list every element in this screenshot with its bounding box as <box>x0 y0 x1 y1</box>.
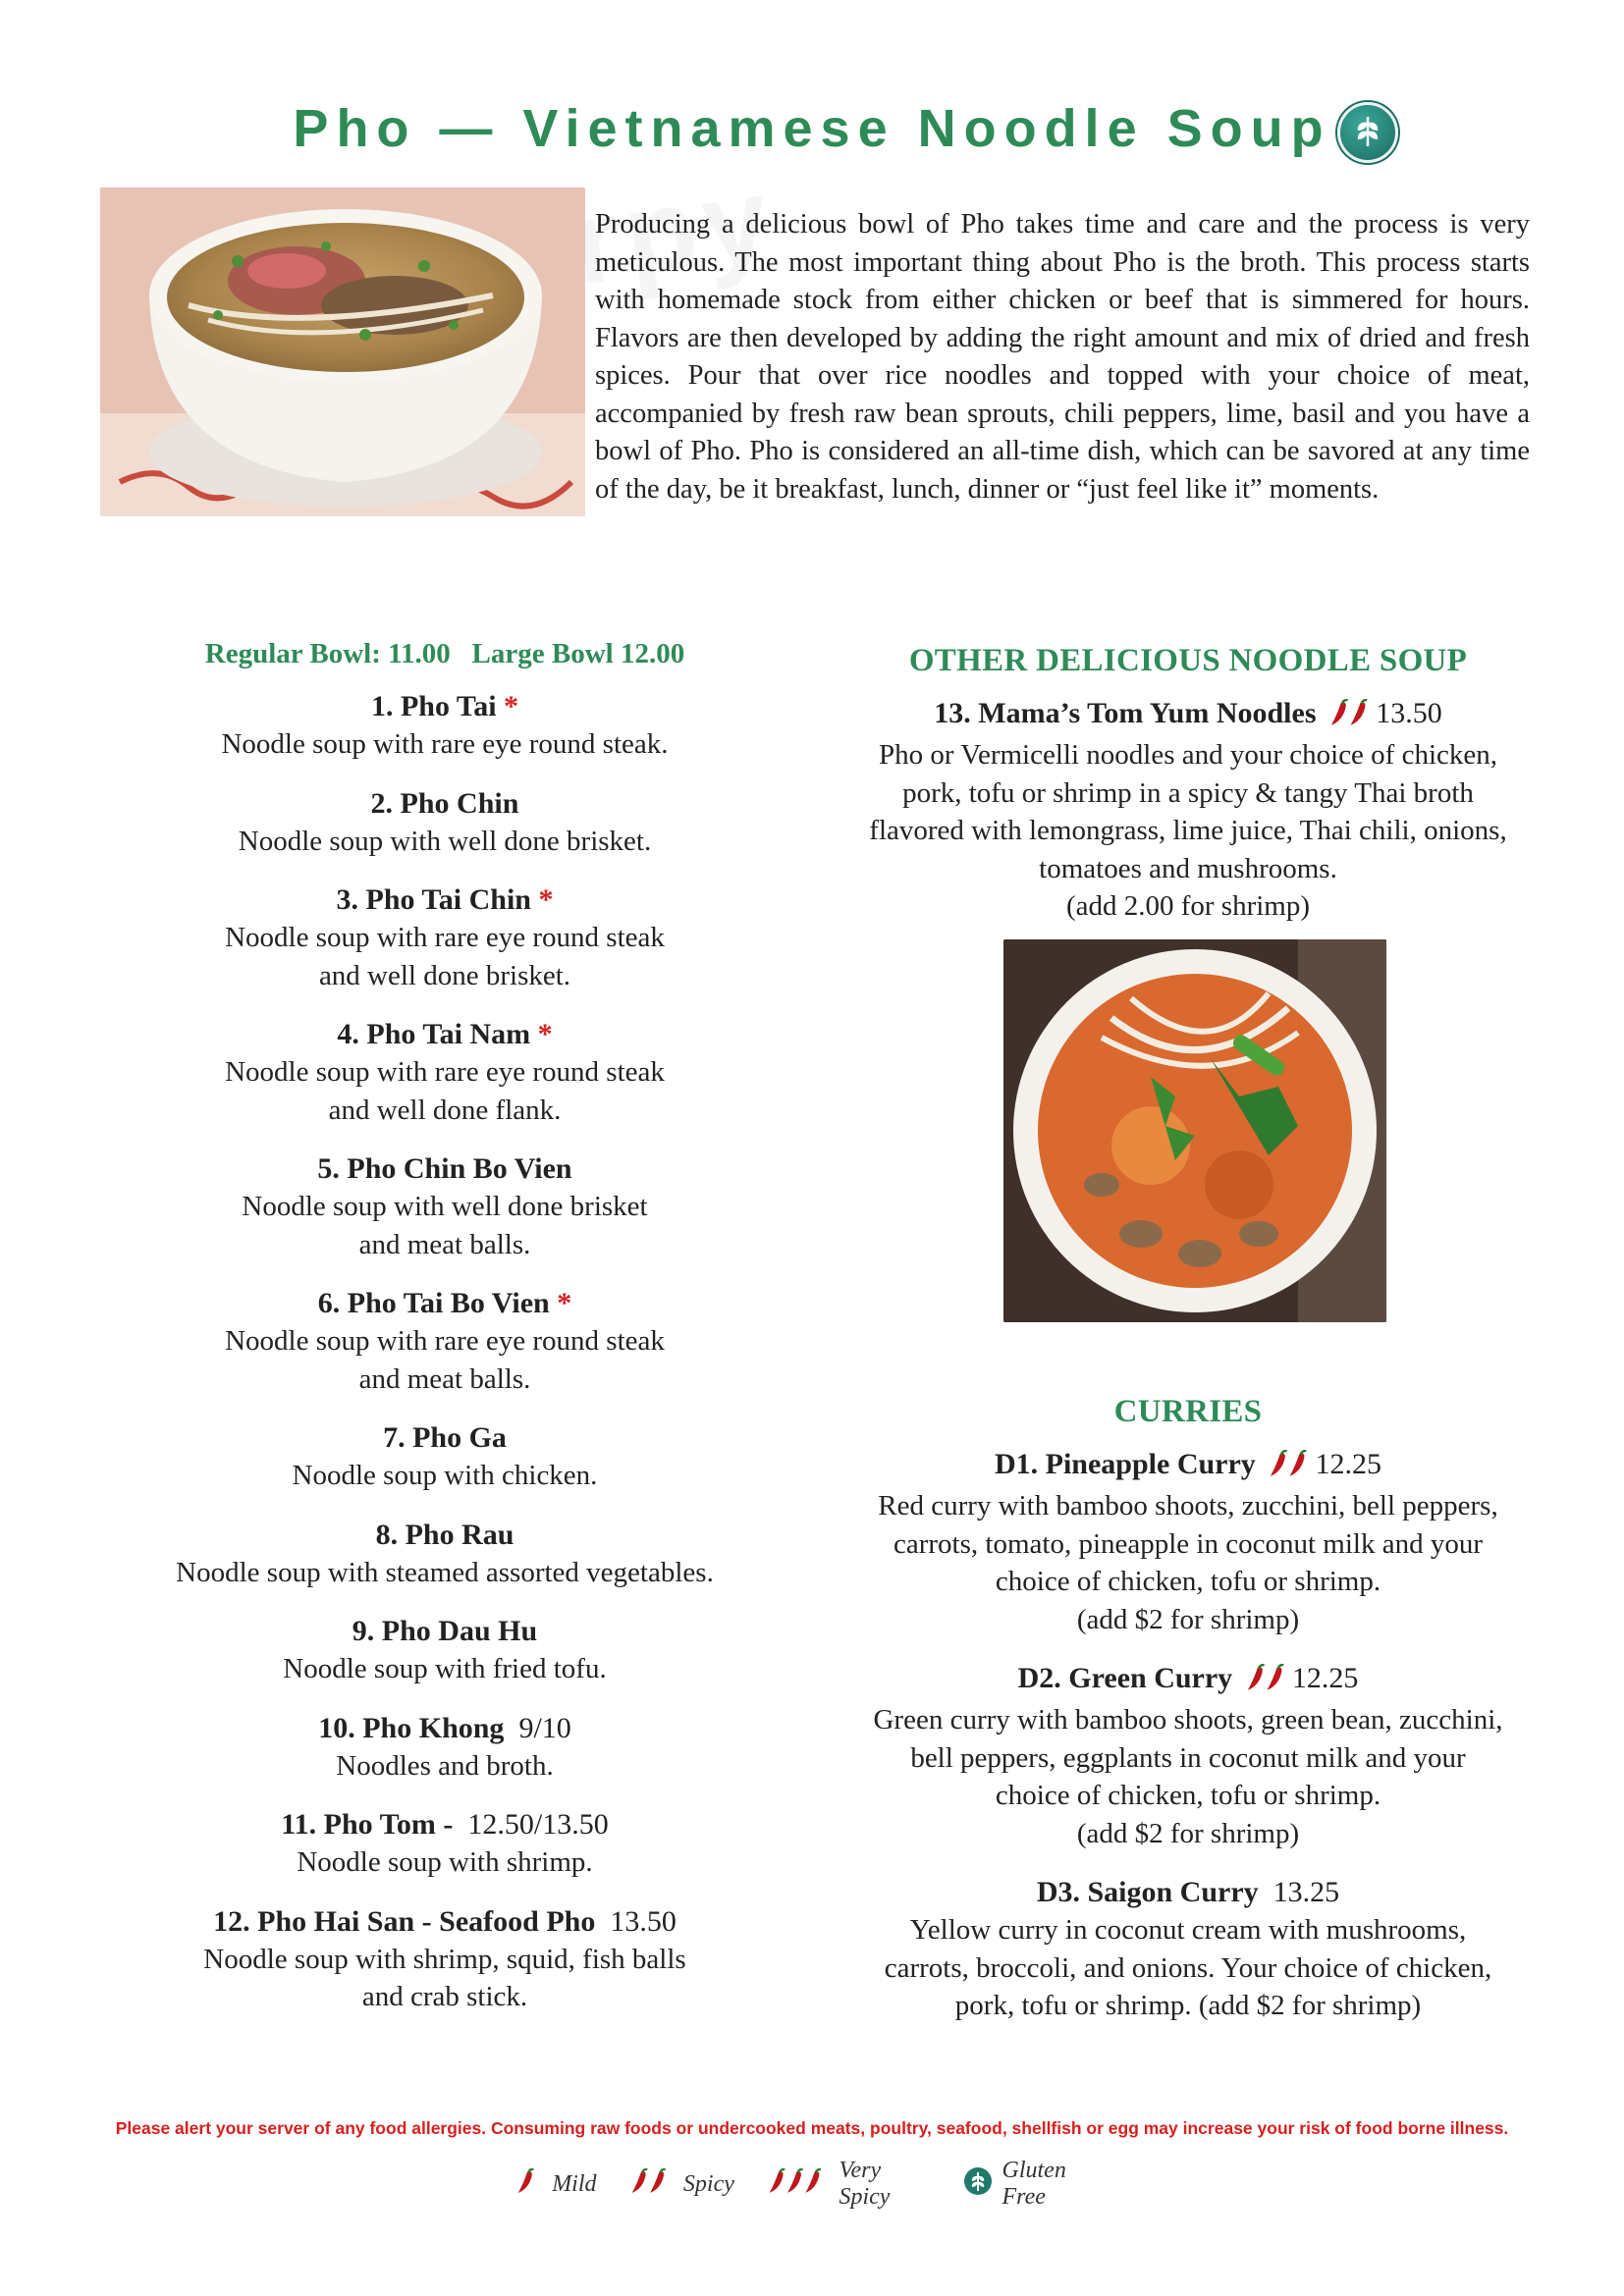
item-description: Noodle soup with chicken. <box>292 1460 598 1491</box>
raw-meat-star: * <box>504 690 519 722</box>
gluten-free-icon <box>1337 102 1398 163</box>
mild-icon <box>514 2168 538 2201</box>
item-name: 4. Pho Tai Nam <box>337 1018 531 1050</box>
pho-menu-section <box>108 638 782 2038</box>
item-name: D2. Green Curry <box>1017 1662 1233 1694</box>
menu-item <box>108 1613 782 1688</box>
legend-gluten-free <box>963 2158 1113 2211</box>
item-name: 3. Pho Tai Chin <box>336 883 531 916</box>
menu-item <box>108 688 782 764</box>
raw-meat-star: * <box>557 1287 572 1319</box>
item-description: Pho or Vermicelli noodles and your choice of chicken, pork, tofu or shrimp in a spicy & tangy Thai broth flavored with lemongrass, lime juice, Thai chili, onions, tomatoes and mushrooms. (add 2.00 for shrimp) <box>869 739 1507 922</box>
raw-meat-star: * <box>538 883 554 916</box>
item-description: Noodle soup with fried tofu. <box>283 1653 607 1684</box>
raw-meat-star: * <box>537 1018 553 1050</box>
curry-list <box>805 1446 1571 2025</box>
item-name: 5. Pho Chin Bo Vien <box>317 1152 572 1185</box>
legend-label: Mild <box>552 2170 597 2197</box>
spicy-icon <box>1327 699 1372 736</box>
item-price: 13.25 <box>1272 1876 1340 1908</box>
item-name: 11. Pho Tom - <box>281 1808 454 1841</box>
item-price: 13.50 <box>610 1904 677 1938</box>
item-price: 13.50 <box>1376 697 1442 729</box>
curries-heading: CURRIES <box>1113 1394 1263 1429</box>
item-description: Red curry with bamboo shoots, zucchini, bell peppers, carrots, tomato, pineapple in coconut milk and your choice of chicken, tofu or shrimp. (add $2 for shrimp) <box>878 1490 1498 1635</box>
legend-spicy <box>624 2168 734 2201</box>
item-name: D1. Pineapple Curry <box>994 1448 1256 1480</box>
item-name: 10. Pho Khong <box>318 1711 505 1744</box>
item-description: Noodle soup with rare eye round steak. <box>221 728 669 760</box>
item-name: 13. Mama’s Tom Yum Noodles <box>934 697 1317 729</box>
bowl-sizes: Regular Bowl: 11.00 Large Bowl 12.00 <box>204 638 685 669</box>
menu-item <box>805 1660 1571 1852</box>
item-description: Yellow curry in coconut cream with mushrooms, carrots, broccoli, and onions. Your choice of chicken, pork, tofu or shrimp. (add $2 for shrimp) <box>884 1914 1492 2021</box>
item-description: Noodle soup with rare eye round steak and meat balls. <box>225 1325 665 1395</box>
menu-item <box>108 1806 782 1882</box>
item-price: 12.25 <box>1291 1662 1359 1694</box>
menu-item <box>108 1016 782 1129</box>
very-spicy-icon <box>766 2168 826 2201</box>
item-name: 6. Pho Tai Bo Vien <box>317 1287 550 1319</box>
menu-item <box>805 1446 1571 1638</box>
menu-item <box>108 1285 782 1398</box>
item-description: Noodle soup with rare eye round steak and well done flank. <box>225 1056 665 1126</box>
right-menu-column <box>805 643 1571 947</box>
item-description: Noodle soup with shrimp. <box>297 1846 593 1878</box>
page-title: Pho — Vietnamese Noodle Soup <box>293 99 1331 158</box>
item-price: 12.25 <box>1315 1448 1381 1480</box>
item-description: Noodle soup with well done brisket and meat balls. <box>242 1191 648 1260</box>
item-description: Noodles and broth. <box>336 1749 554 1782</box>
legend-label: Very Spicy <box>839 2158 891 2210</box>
item-name: 1. Pho Tai <box>370 690 497 722</box>
item-description: Noodle soup with well done brisket. <box>238 825 652 857</box>
menu-item <box>805 1874 1571 2025</box>
intro-paragraph: Producing a delicious bowl of Pho takes time and care and the process is very meticulous. The most important thing about Pho is the broth. This process starts with homemade stock from either chicken or beef that is simmered for hours. Flavors are then developed by adding the right amount and mix of dried and fresh spices. Pour that over rice noodles and topped with your choice of meat, accompanied by fresh raw bean sprouts, chili peppers, lime, basil and you have a bowl of Pho. Pho is considered an all-time dish, which can be savored at any time of the day, be it breakfast, lunch, dinner or “just feel like it” moments. <box>595 209 1530 505</box>
spicy-icon <box>628 2168 670 2201</box>
legend-very-spicy <box>762 2158 936 2211</box>
pho-bowl-photo <box>100 187 585 516</box>
item-description: Noodle soup with steamed assorted vegetables. <box>176 1556 714 1588</box>
item-description: Noodle soup with shrimp, squid, fish balls and crab stick. <box>203 1943 686 2012</box>
menu-item <box>108 1419 782 1495</box>
item-name: 8. Pho Rau <box>375 1518 514 1551</box>
item-name: 9. Pho Dau Hu <box>352 1615 538 1647</box>
menu-item <box>108 785 782 861</box>
item-description: Noodle soup with rare eye round steak and well done brisket. <box>225 922 665 991</box>
item-name: 2. Pho Chin <box>370 786 519 820</box>
menu-item <box>805 695 1571 926</box>
tom-yum-photo <box>1003 939 1386 1322</box>
allergy-notice: Please alert your server of any food allergies. Consuming raw foods or undercooked meats, poultry, seafood, shellfish or egg may increase your risk of food borne illness. <box>115 2118 1509 2138</box>
spicy-icon <box>1244 1664 1288 1701</box>
legend <box>511 2160 1113 2209</box>
item-price: 12.50/13.50 <box>467 1808 609 1841</box>
legend-label: Gluten Free <box>1001 2158 1066 2210</box>
legend-label: Spicy <box>682 2170 734 2197</box>
item-name: 12. Pho Hai San - Seafood Pho <box>213 1904 596 1938</box>
item-description: Green curry with bamboo shoots, green bean, zucchini, bell peppers, eggplants in coconut milk and your choice of chicken, tofu or shrimp. (add $2 for shrimp) <box>873 1704 1503 1849</box>
legend-mild <box>511 2168 597 2201</box>
gluten-free-icon <box>963 2166 993 2203</box>
menu-item <box>108 1903 782 2016</box>
menu-item <box>108 1710 782 1786</box>
other-soup-heading: OTHER DELICIOUS NOODLE SOUP <box>908 643 1468 678</box>
pho-list <box>108 688 782 2016</box>
item-price: 9/10 <box>518 1711 571 1744</box>
item-name: D3. Saigon Curry <box>1036 1876 1259 1908</box>
menu-item <box>108 881 782 994</box>
menu-item <box>108 1150 782 1263</box>
curries-section <box>805 1394 1571 2047</box>
menu-item <box>108 1517 782 1592</box>
spicy-icon <box>1267 1450 1311 1487</box>
item-name: 7. Pho Ga <box>383 1421 507 1454</box>
